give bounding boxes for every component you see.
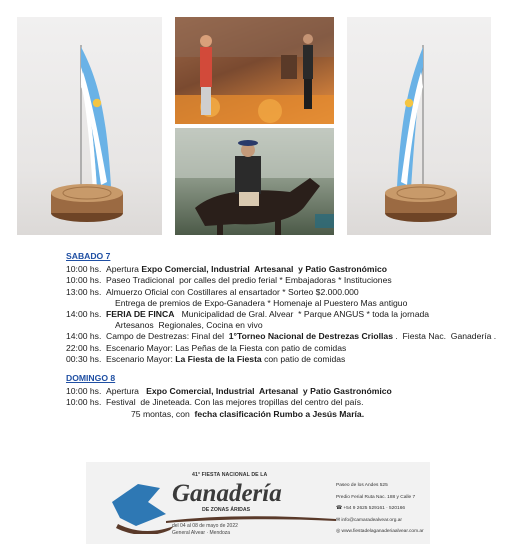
event-schedule [66, 251, 496, 420]
festival-logo-word: Ganadería [172, 480, 282, 507]
event-description [106, 320, 496, 331]
contact-text: +54 9 2625 529161 · 520166 [343, 506, 406, 511]
asado-fire-photo [175, 17, 334, 124]
event-time: 13:00 hs. [66, 286, 102, 297]
argentina-flag-icon [17, 17, 162, 235]
schedule-row [66, 264, 496, 275]
event-time [66, 409, 106, 420]
event-text: Almuerzo Oficial con Costillares al ensartador * Sorteo $2.000.000 [106, 286, 359, 297]
photo-asado-fire [175, 17, 334, 124]
contact-line [336, 492, 424, 504]
event-text: Festival de Jineteada. Con las mejores tropillas del centro del país. [106, 397, 364, 408]
contact-line [336, 515, 424, 527]
globe-icon: ◎ [336, 529, 342, 534]
schedule-row [66, 309, 496, 320]
event-text: Campo de Destrezas: Final del [106, 331, 229, 342]
schedule-row [66, 354, 496, 365]
event-time: 00:30 hs. [66, 353, 102, 364]
event-time [66, 298, 106, 309]
event-time: 10:00 hs. [66, 386, 102, 397]
schedule-row [66, 386, 496, 397]
festival-dates: del 04 al 08 de mayo de 2022 [172, 523, 238, 529]
event-text: Paseo Tradicional por calles del predio ferial * Embajadoras * Instituciones [106, 275, 392, 286]
contact-text: Paseo de los Andes 525 [336, 483, 388, 488]
event-time: 10:00 hs. [66, 275, 102, 286]
event-description [106, 275, 496, 286]
event-description [106, 386, 496, 397]
event-description [106, 287, 496, 298]
contact-list [336, 480, 424, 538]
day-heading-sabado: SABADO 7 [66, 251, 111, 261]
event-text: Escenario Mayor: Las Peñas de la Fiesta con patio de comidas [106, 342, 347, 353]
event-description [106, 264, 496, 275]
contact-text: Predio Ferial Ruta Nac. 188 y Calle 7 [336, 494, 416, 500]
contact-line [336, 503, 424, 515]
event-description [106, 409, 496, 420]
event-text: Apertura [106, 386, 147, 397]
event-text: Entrega de premios de Expo-Ganadera * Homenaje al Puestero Mas antiguo [115, 297, 408, 308]
event-time: 10:00 hs. [66, 264, 102, 275]
event-text: . Fiesta Nac. Ganadería . [393, 331, 497, 342]
event-description [106, 354, 496, 365]
event-text: Municipalidad de Gral. Alvear * Parque ANGUS * toda la jornada [174, 309, 430, 320]
event-text: Apertura [106, 264, 142, 275]
sabado-schedule-list [66, 264, 496, 365]
event-time: 14:00 hs. [66, 331, 102, 342]
contact-text: info@camaradealvear.org.ar [341, 517, 402, 523]
contact-text: www.fiestadelaganaderiaalvear.com.ar [341, 529, 424, 534]
photo-left-flag [17, 17, 162, 235]
schedule-row [66, 331, 496, 342]
photo-right-flag [347, 17, 491, 235]
contact-line [336, 526, 424, 538]
schedule-row [66, 409, 496, 420]
event-description [106, 331, 496, 342]
event-highlight: 1°Torneo Nacional de Destrezas Criollas [228, 331, 393, 342]
festival-logo-subtitle: DE ZONAS ÁRIDAS [202, 507, 251, 513]
event-time: 14:00 hs. [66, 309, 102, 320]
footer-banner [86, 462, 430, 544]
event-description [106, 309, 496, 320]
schedule-row [66, 298, 496, 309]
contact-line [336, 480, 424, 492]
event-time [66, 320, 106, 331]
schedule-row [66, 397, 496, 408]
gaucho-on-horse-photo [175, 128, 334, 235]
festival-edition: 41° FIESTA NACIONAL DE LA [192, 472, 268, 478]
phone-icon: ☎ [336, 506, 344, 511]
event-text: Escenario Mayor: [106, 353, 176, 364]
event-text: 75 montas, con [131, 408, 195, 419]
mail-icon: ✉ [336, 517, 342, 523]
schedule-row [66, 287, 496, 298]
event-time: 10:00 hs. [66, 397, 102, 408]
cattle-brand-logo-icon [108, 474, 178, 534]
event-text: Artesanos Regionales, Cocina en vivo [115, 320, 263, 331]
schedule-row [66, 320, 496, 331]
event-highlight: FERIA DE FINCA [106, 309, 175, 320]
day-heading-domingo: DOMINGO 8 [66, 373, 116, 384]
event-highlight: La Fiesta de la Fiesta [175, 353, 262, 364]
event-highlight: fecha clasificación Rumbo a Jesús María. [194, 408, 365, 419]
photo-gaucho-horse [175, 128, 334, 235]
schedule-row [66, 275, 496, 286]
event-highlight: Expo Comercial, Industrial Artesanal y Patio Gastronómico [146, 386, 392, 397]
event-description [106, 343, 496, 354]
argentina-flag-icon [347, 17, 491, 235]
event-highlight: Expo Comercial, Industrial Artesanal y Patio Gastronómico [141, 264, 387, 275]
event-description [106, 298, 496, 309]
domingo-schedule-list [66, 386, 496, 420]
schedule-row [66, 343, 496, 354]
event-text: con patio de comidas [261, 353, 346, 364]
event-time: 22:00 hs. [66, 342, 102, 353]
festival-place: General Alvear · Mendoza [172, 530, 231, 536]
event-description [106, 397, 496, 408]
